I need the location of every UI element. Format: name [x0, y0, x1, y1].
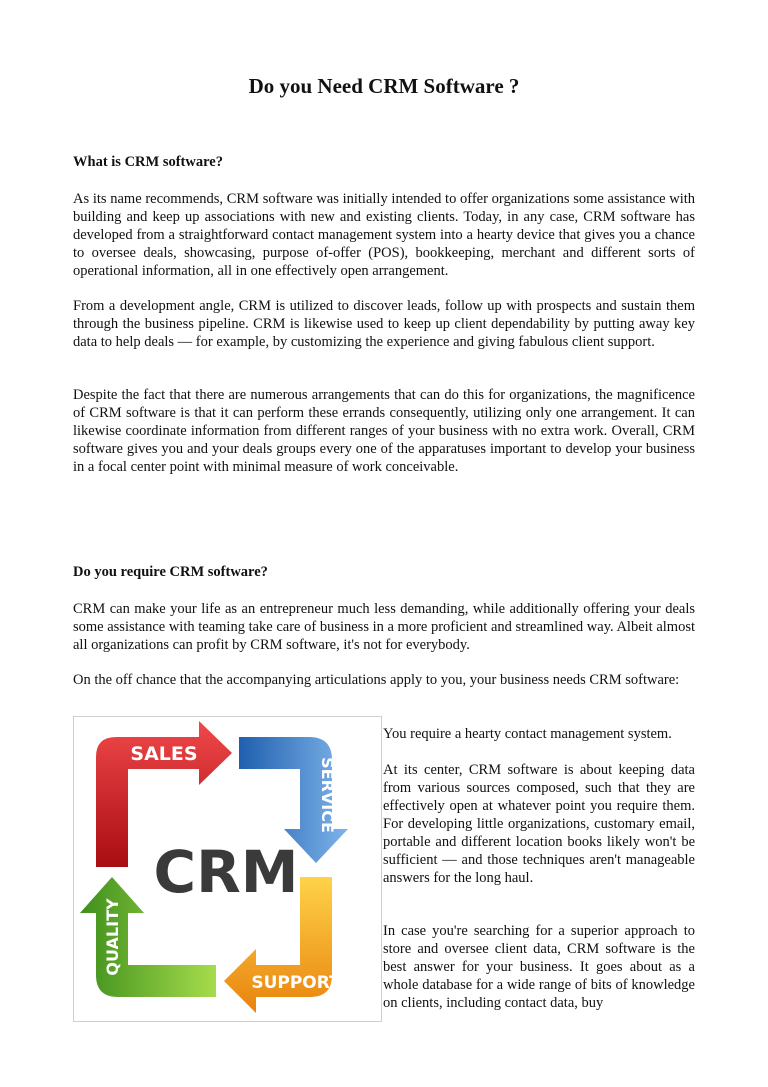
- side-paragraph-center: At its center, CRM software is about keeping data from various sources composed, such that they are effectively open at whatever point you require them. For developing little organizations, customary email, portable and different location books likely won't be sufficient — and those techniques aren't manageable answers for the long haul.: [383, 762, 695, 886]
- quality-label: QUALITY: [103, 898, 122, 976]
- document-title: Do you Need CRM Software ?: [248, 74, 520, 98]
- crm-cycle-figure: [73, 716, 382, 1022]
- paragraph-crm-definition: As its name recommends, CRM software was initially intended to offer organizations some assistance with building and keep up associations with new and existing clients. Today, in any case, CRM software has developed from a straightforward contact management system into a hearty device that gives you a chance to oversee deals, showcasing, purpose of-offer (POS), bookkeeping, merchant and different sorts of operational information, all in one effectively open arrangement.: [73, 191, 695, 279]
- service-label: SERVICE: [318, 757, 337, 833]
- section-heading-do-you-require: Do you require CRM software?: [73, 564, 268, 580]
- paragraph-crm-development: From a development angle, CRM is utilized to discover leads, follow up with prospects and sustain them through the business pipeline. CRM is likewise used to keep up client dependability by putting away key data to help deals — for example, by customizing the experience and giving fabulous client support.: [73, 298, 695, 350]
- support-label: SUPPORT: [251, 973, 341, 993]
- paragraph-crm-needs: On the off chance that the accompanying articulations apply to you, your business needs CRM software:: [73, 672, 680, 688]
- side-lead-paragraph: You require a hearty contact management system.: [383, 726, 672, 742]
- crm-center-label: CRM: [153, 838, 299, 906]
- paragraph-crm-magnificence: Despite the fact that there are numerous arrangements that can do this for organizations, the magnificence of CRM software is that it can perform these errands consequently, utilizing only one arrangement. It can likewise coordinate information from different ranges of your business with no extra work. Overall, CRM software gives you and your deals groups every one of the apparatuses important to develop your business in a focal center point with minimal measure of work conceivable.: [73, 387, 695, 475]
- sales-label: SALES: [130, 743, 198, 765]
- section-heading-what-is-crm: What is CRM software?: [73, 154, 223, 170]
- paragraph-crm-benefits: CRM can make your life as an entrepreneur much less demanding, while additionally offering your deals some assistance with teaming take care of business in a more proficient and streamlined way. Albeit almost all organizations can profit by CRM software, it's not for everybody.: [73, 601, 695, 653]
- side-paragraph-superior-approach: In case you're searching for a superior approach to store and oversee client data, CRM software is the best answer for your business. It goes about as a whole database for a wide range of bits of knowledge on clients, including contact data, buy: [383, 923, 695, 1011]
- crm-cycle-diagram: [74, 717, 381, 1021]
